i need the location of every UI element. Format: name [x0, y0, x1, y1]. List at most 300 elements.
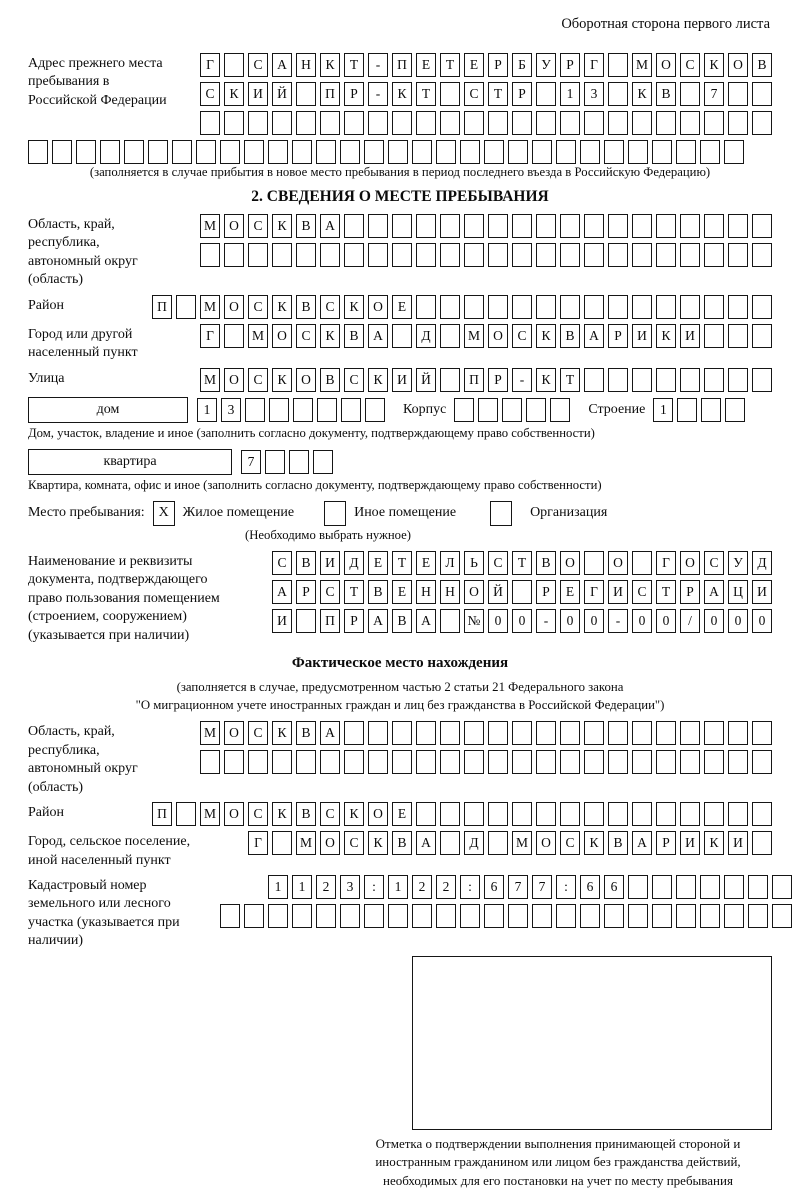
- char-box[interactable]: [464, 721, 484, 745]
- char-box[interactable]: [388, 140, 408, 164]
- char-box[interactable]: Е: [560, 580, 580, 604]
- char-box[interactable]: Р: [560, 53, 580, 77]
- char-box[interactable]: С: [248, 368, 268, 392]
- char-box[interactable]: [172, 140, 192, 164]
- char-box[interactable]: 6: [580, 875, 600, 899]
- char-box[interactable]: Е: [392, 580, 412, 604]
- char-box[interactable]: [340, 904, 360, 928]
- char-box[interactable]: О: [680, 551, 700, 575]
- char-box[interactable]: О: [464, 580, 484, 604]
- char-box[interactable]: М: [200, 721, 220, 745]
- char-box[interactable]: [656, 243, 676, 267]
- char-box[interactable]: [628, 140, 648, 164]
- char-box[interactable]: -: [608, 609, 628, 633]
- char-box[interactable]: Б: [512, 53, 532, 77]
- checkbox-zhiloe[interactable]: X: [153, 501, 175, 526]
- char-box[interactable]: [368, 750, 388, 774]
- char-box[interactable]: [488, 802, 508, 826]
- char-box[interactable]: Р: [536, 580, 556, 604]
- char-box[interactable]: [460, 140, 480, 164]
- char-box[interactable]: [532, 904, 552, 928]
- char-box[interactable]: 1: [560, 82, 580, 106]
- char-box[interactable]: Н: [296, 53, 316, 77]
- char-box[interactable]: [680, 295, 700, 319]
- char-box[interactable]: [296, 82, 316, 106]
- char-box[interactable]: [584, 368, 604, 392]
- char-box[interactable]: [772, 875, 792, 899]
- char-box[interactable]: [680, 243, 700, 267]
- char-box[interactable]: [656, 750, 676, 774]
- char-box[interactable]: Т: [488, 82, 508, 106]
- char-box[interactable]: [488, 750, 508, 774]
- char-box[interactable]: Е: [416, 53, 436, 77]
- char-box[interactable]: К: [320, 53, 340, 77]
- char-box[interactable]: [28, 140, 48, 164]
- char-box[interactable]: [704, 750, 724, 774]
- char-box[interactable]: К: [392, 82, 412, 106]
- char-box[interactable]: А: [416, 831, 436, 855]
- char-box[interactable]: [464, 750, 484, 774]
- char-box[interactable]: 1: [388, 875, 408, 899]
- char-box[interactable]: [392, 214, 412, 238]
- char-box[interactable]: М: [248, 324, 268, 348]
- char-box[interactable]: И: [680, 831, 700, 855]
- char-box[interactable]: [176, 802, 196, 826]
- char-box[interactable]: [700, 875, 720, 899]
- char-box[interactable]: И: [248, 82, 268, 106]
- char-box[interactable]: [656, 368, 676, 392]
- char-box[interactable]: 7: [241, 450, 261, 474]
- char-box[interactable]: [272, 243, 292, 267]
- char-box[interactable]: Н: [440, 580, 460, 604]
- char-box[interactable]: [536, 243, 556, 267]
- char-box[interactable]: Д: [416, 324, 436, 348]
- char-box[interactable]: Й: [488, 580, 508, 604]
- char-box[interactable]: [632, 295, 652, 319]
- char-box[interactable]: С: [296, 324, 316, 348]
- char-box[interactable]: [392, 750, 412, 774]
- char-box[interactable]: У: [536, 53, 556, 77]
- char-box[interactable]: -: [536, 609, 556, 633]
- char-box[interactable]: Т: [344, 580, 364, 604]
- char-box[interactable]: Р: [344, 82, 364, 106]
- char-box[interactable]: О: [728, 53, 748, 77]
- char-box[interactable]: [752, 243, 772, 267]
- char-box[interactable]: К: [368, 831, 388, 855]
- char-box[interactable]: [245, 398, 265, 422]
- char-box[interactable]: [652, 875, 672, 899]
- char-box[interactable]: С: [248, 214, 268, 238]
- char-box[interactable]: [224, 111, 244, 135]
- char-box[interactable]: [728, 721, 748, 745]
- char-box[interactable]: Г: [248, 831, 268, 855]
- char-box[interactable]: 1: [292, 875, 312, 899]
- char-box[interactable]: С: [704, 551, 724, 575]
- char-box[interactable]: [440, 750, 460, 774]
- char-box[interactable]: [752, 750, 772, 774]
- char-box[interactable]: [560, 802, 580, 826]
- char-box[interactable]: О: [368, 295, 388, 319]
- char-box[interactable]: [244, 904, 264, 928]
- char-box[interactable]: 0: [512, 609, 532, 633]
- char-box[interactable]: К: [704, 53, 724, 77]
- char-box[interactable]: [512, 580, 532, 604]
- char-box[interactable]: [436, 904, 456, 928]
- char-box[interactable]: [526, 398, 546, 422]
- char-box[interactable]: [220, 140, 240, 164]
- char-box[interactable]: [680, 721, 700, 745]
- char-box[interactable]: 3: [584, 82, 604, 106]
- char-box[interactable]: 1: [653, 398, 673, 422]
- char-box[interactable]: А: [632, 831, 652, 855]
- char-box[interactable]: О: [368, 802, 388, 826]
- char-box[interactable]: :: [460, 875, 480, 899]
- char-box[interactable]: А: [584, 324, 604, 348]
- char-box[interactable]: О: [608, 551, 628, 575]
- char-box[interactable]: 0: [704, 609, 724, 633]
- char-box[interactable]: [656, 214, 676, 238]
- char-box[interactable]: 0: [560, 609, 580, 633]
- char-box[interactable]: [724, 904, 744, 928]
- char-box[interactable]: Т: [560, 368, 580, 392]
- char-box[interactable]: [728, 750, 748, 774]
- char-box[interactable]: [344, 214, 364, 238]
- char-box[interactable]: [752, 721, 772, 745]
- char-box[interactable]: А: [320, 214, 340, 238]
- char-box[interactable]: [416, 214, 436, 238]
- char-box[interactable]: [560, 243, 580, 267]
- char-box[interactable]: [704, 243, 724, 267]
- char-box[interactable]: [269, 398, 289, 422]
- char-box[interactable]: [296, 750, 316, 774]
- char-box[interactable]: П: [464, 368, 484, 392]
- char-box[interactable]: [608, 295, 628, 319]
- char-box[interactable]: В: [296, 214, 316, 238]
- char-box[interactable]: [608, 802, 628, 826]
- char-box[interactable]: [628, 904, 648, 928]
- char-box[interactable]: Е: [368, 551, 388, 575]
- char-box[interactable]: [440, 609, 460, 633]
- char-box[interactable]: [608, 368, 628, 392]
- char-box[interactable]: М: [512, 831, 532, 855]
- char-box[interactable]: [464, 214, 484, 238]
- char-box[interactable]: [560, 295, 580, 319]
- char-box[interactable]: [412, 904, 432, 928]
- char-box[interactable]: О: [224, 214, 244, 238]
- char-box[interactable]: И: [680, 324, 700, 348]
- char-box[interactable]: Т: [392, 551, 412, 575]
- char-box[interactable]: С: [248, 295, 268, 319]
- char-box[interactable]: [608, 53, 628, 77]
- char-box[interactable]: Т: [344, 53, 364, 77]
- char-box[interactable]: [268, 904, 288, 928]
- char-box[interactable]: М: [464, 324, 484, 348]
- char-box[interactable]: [752, 831, 772, 855]
- char-box[interactable]: В: [752, 53, 772, 77]
- char-box[interactable]: П: [320, 82, 340, 106]
- char-box[interactable]: [632, 214, 652, 238]
- char-box[interactable]: С: [512, 324, 532, 348]
- char-box[interactable]: [176, 295, 196, 319]
- char-box[interactable]: [392, 243, 412, 267]
- char-box[interactable]: [340, 140, 360, 164]
- char-box[interactable]: А: [704, 580, 724, 604]
- char-box[interactable]: М: [200, 802, 220, 826]
- char-box[interactable]: [148, 140, 168, 164]
- char-box[interactable]: [341, 398, 361, 422]
- char-box[interactable]: [364, 140, 384, 164]
- char-box[interactable]: [292, 904, 312, 928]
- char-box[interactable]: [416, 750, 436, 774]
- char-box[interactable]: [704, 214, 724, 238]
- char-box[interactable]: 6: [604, 875, 624, 899]
- char-box[interactable]: [196, 140, 216, 164]
- char-box[interactable]: И: [320, 551, 340, 575]
- char-box[interactable]: [556, 904, 576, 928]
- char-box[interactable]: А: [272, 580, 292, 604]
- char-box[interactable]: О: [296, 368, 316, 392]
- char-box[interactable]: [748, 904, 768, 928]
- char-box[interactable]: 3: [340, 875, 360, 899]
- char-box[interactable]: [292, 140, 312, 164]
- char-box[interactable]: [100, 140, 120, 164]
- char-box[interactable]: [652, 140, 672, 164]
- char-box[interactable]: П: [152, 802, 172, 826]
- char-box[interactable]: 2: [436, 875, 456, 899]
- char-box[interactable]: [772, 904, 792, 928]
- char-box[interactable]: М: [200, 368, 220, 392]
- char-box[interactable]: Т: [416, 82, 436, 106]
- char-box[interactable]: [656, 721, 676, 745]
- char-box[interactable]: [728, 82, 748, 106]
- char-box[interactable]: Д: [752, 551, 772, 575]
- char-box[interactable]: [440, 368, 460, 392]
- char-box[interactable]: С: [560, 831, 580, 855]
- char-box[interactable]: [344, 111, 364, 135]
- char-box[interactable]: [488, 831, 508, 855]
- char-box[interactable]: О: [272, 324, 292, 348]
- char-box[interactable]: О: [224, 721, 244, 745]
- char-box[interactable]: [460, 904, 480, 928]
- char-box[interactable]: О: [224, 295, 244, 319]
- char-box[interactable]: 7: [704, 82, 724, 106]
- char-box[interactable]: [584, 295, 604, 319]
- char-box[interactable]: [484, 140, 504, 164]
- char-box[interactable]: [365, 398, 385, 422]
- char-box[interactable]: [200, 111, 220, 135]
- char-box[interactable]: [200, 243, 220, 267]
- char-box[interactable]: [293, 398, 313, 422]
- char-box[interactable]: В: [608, 831, 628, 855]
- char-box[interactable]: [700, 140, 720, 164]
- char-box[interactable]: [704, 111, 724, 135]
- char-box[interactable]: Й: [416, 368, 436, 392]
- char-box[interactable]: В: [656, 82, 676, 106]
- char-box[interactable]: И: [392, 368, 412, 392]
- char-box[interactable]: [52, 140, 72, 164]
- char-box[interactable]: [224, 53, 244, 77]
- char-box[interactable]: [248, 111, 268, 135]
- char-box[interactable]: И: [728, 831, 748, 855]
- char-box[interactable]: [556, 140, 576, 164]
- char-box[interactable]: [728, 111, 748, 135]
- char-box[interactable]: Ц: [728, 580, 748, 604]
- char-box[interactable]: [608, 243, 628, 267]
- char-box[interactable]: К: [320, 324, 340, 348]
- char-box[interactable]: [728, 214, 748, 238]
- char-box[interactable]: [392, 721, 412, 745]
- char-box[interactable]: [416, 111, 436, 135]
- char-box[interactable]: О: [224, 368, 244, 392]
- char-box[interactable]: [632, 750, 652, 774]
- char-box[interactable]: Г: [584, 53, 604, 77]
- char-box[interactable]: В: [344, 324, 364, 348]
- char-box[interactable]: [124, 140, 144, 164]
- char-box[interactable]: [656, 802, 676, 826]
- char-box[interactable]: [728, 802, 748, 826]
- char-box[interactable]: -: [368, 82, 388, 106]
- char-box[interactable]: Р: [608, 324, 628, 348]
- char-box[interactable]: И: [632, 324, 652, 348]
- char-box[interactable]: В: [320, 368, 340, 392]
- char-box[interactable]: К: [344, 802, 364, 826]
- char-box[interactable]: [652, 904, 672, 928]
- char-box[interactable]: В: [536, 551, 556, 575]
- char-box[interactable]: [584, 111, 604, 135]
- char-box[interactable]: [416, 295, 436, 319]
- char-box[interactable]: [488, 111, 508, 135]
- char-box[interactable]: [392, 324, 412, 348]
- char-box[interactable]: [316, 140, 336, 164]
- char-box[interactable]: [752, 82, 772, 106]
- char-box[interactable]: [677, 398, 697, 422]
- char-box[interactable]: Р: [512, 82, 532, 106]
- char-box[interactable]: Д: [464, 831, 484, 855]
- char-box[interactable]: [454, 398, 474, 422]
- char-box[interactable]: [728, 243, 748, 267]
- char-box[interactable]: В: [560, 324, 580, 348]
- char-box[interactable]: С: [464, 82, 484, 106]
- char-box[interactable]: 0: [632, 609, 652, 633]
- char-box[interactable]: М: [632, 53, 652, 77]
- char-box[interactable]: [440, 243, 460, 267]
- char-box[interactable]: С: [632, 580, 652, 604]
- char-box[interactable]: [584, 551, 604, 575]
- char-box[interactable]: [752, 324, 772, 348]
- char-box[interactable]: [488, 243, 508, 267]
- char-box[interactable]: [508, 904, 528, 928]
- char-box[interactable]: С: [320, 295, 340, 319]
- char-box[interactable]: [584, 750, 604, 774]
- checkbox-inoe[interactable]: [324, 501, 346, 526]
- char-box[interactable]: [464, 243, 484, 267]
- char-box[interactable]: [728, 295, 748, 319]
- char-box[interactable]: Е: [392, 802, 412, 826]
- char-box[interactable]: [268, 140, 288, 164]
- char-box[interactable]: У: [728, 551, 748, 575]
- char-box[interactable]: [388, 904, 408, 928]
- char-box[interactable]: О: [488, 324, 508, 348]
- char-box[interactable]: [296, 609, 316, 633]
- char-box[interactable]: [604, 140, 624, 164]
- char-box[interactable]: И: [272, 609, 292, 633]
- char-box[interactable]: [440, 214, 460, 238]
- char-box[interactable]: [676, 140, 696, 164]
- char-box[interactable]: [436, 140, 456, 164]
- char-box[interactable]: [416, 721, 436, 745]
- char-box[interactable]: [532, 140, 552, 164]
- char-box[interactable]: [700, 904, 720, 928]
- char-box[interactable]: Г: [200, 324, 220, 348]
- char-box[interactable]: [584, 802, 604, 826]
- char-box[interactable]: [248, 750, 268, 774]
- char-box[interactable]: [560, 111, 580, 135]
- char-box[interactable]: М: [200, 295, 220, 319]
- char-box[interactable]: К: [536, 368, 556, 392]
- char-box[interactable]: [368, 721, 388, 745]
- char-box[interactable]: К: [224, 82, 244, 106]
- char-box[interactable]: [488, 214, 508, 238]
- char-box[interactable]: Л: [440, 551, 460, 575]
- char-box[interactable]: [550, 398, 570, 422]
- char-box[interactable]: С: [488, 551, 508, 575]
- char-box[interactable]: Е: [464, 53, 484, 77]
- char-box[interactable]: [392, 111, 412, 135]
- char-box[interactable]: С: [248, 53, 268, 77]
- char-box[interactable]: [676, 875, 696, 899]
- char-box[interactable]: [272, 831, 292, 855]
- char-box[interactable]: [368, 243, 388, 267]
- char-box[interactable]: С: [320, 580, 340, 604]
- char-box[interactable]: [680, 368, 700, 392]
- char-box[interactable]: С: [344, 368, 364, 392]
- char-box[interactable]: [752, 214, 772, 238]
- char-box[interactable]: К: [272, 295, 292, 319]
- char-box[interactable]: [244, 140, 264, 164]
- char-box[interactable]: 2: [412, 875, 432, 899]
- char-box[interactable]: К: [272, 721, 292, 745]
- char-box[interactable]: А: [416, 609, 436, 633]
- char-box[interactable]: К: [344, 295, 364, 319]
- char-box[interactable]: [464, 295, 484, 319]
- char-box[interactable]: [265, 450, 285, 474]
- char-box[interactable]: А: [320, 721, 340, 745]
- char-box[interactable]: [748, 875, 768, 899]
- checkbox-organizatsiya[interactable]: [490, 501, 512, 526]
- char-box[interactable]: [536, 721, 556, 745]
- char-box[interactable]: [224, 324, 244, 348]
- char-box[interactable]: 7: [508, 875, 528, 899]
- char-box[interactable]: [680, 82, 700, 106]
- char-box[interactable]: 7: [532, 875, 552, 899]
- char-box[interactable]: Р: [488, 53, 508, 77]
- char-box[interactable]: [440, 324, 460, 348]
- char-box[interactable]: В: [392, 609, 412, 633]
- char-box[interactable]: О: [320, 831, 340, 855]
- char-box[interactable]: [484, 904, 504, 928]
- char-box[interactable]: 0: [728, 609, 748, 633]
- char-box[interactable]: №: [464, 609, 484, 633]
- char-box[interactable]: 1: [197, 398, 217, 422]
- char-box[interactable]: 0: [752, 609, 772, 633]
- char-box[interactable]: М: [200, 214, 220, 238]
- char-box[interactable]: [320, 111, 340, 135]
- char-box[interactable]: [680, 111, 700, 135]
- char-box[interactable]: [344, 721, 364, 745]
- char-box[interactable]: 6: [484, 875, 504, 899]
- char-box[interactable]: [608, 111, 628, 135]
- char-box[interactable]: [752, 295, 772, 319]
